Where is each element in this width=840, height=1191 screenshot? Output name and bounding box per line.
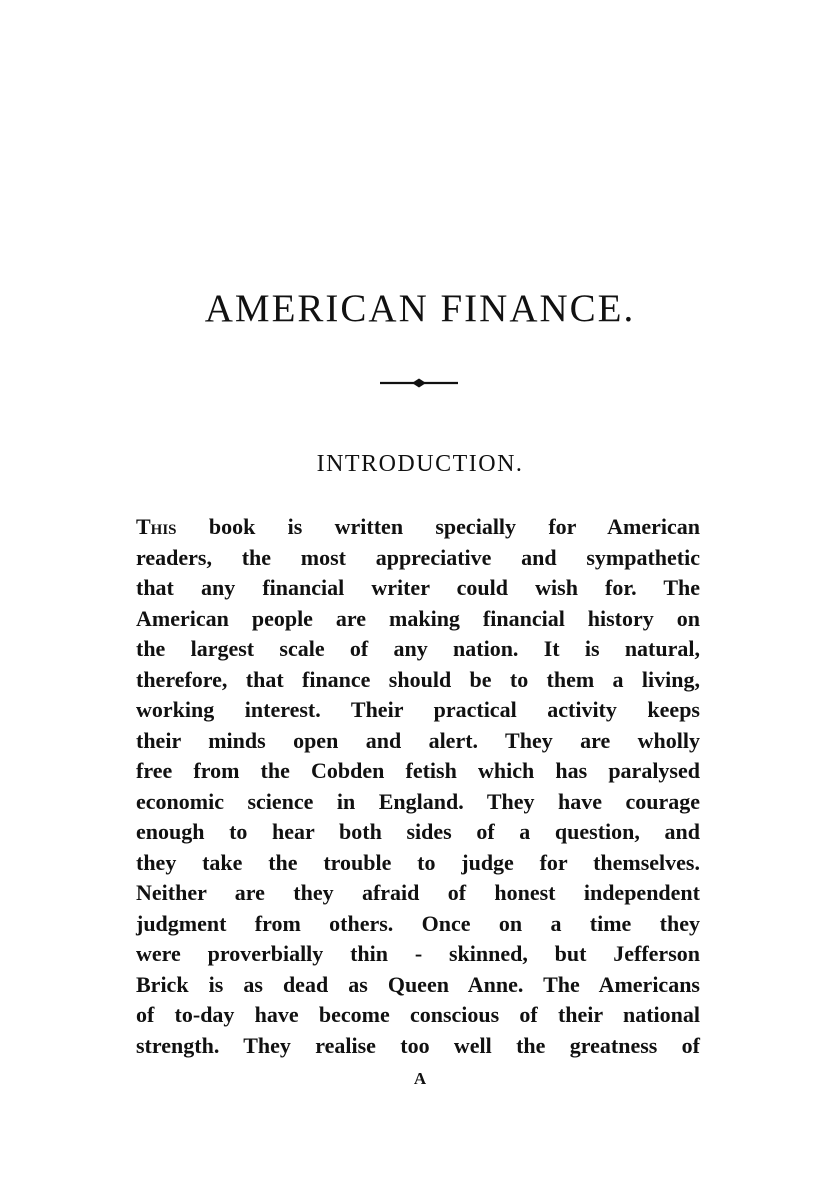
text-line: they take the trouble to judge for themselves. bbox=[136, 849, 700, 875]
text-line: strength. They realise too well the greatness of bbox=[136, 1032, 700, 1058]
text-line bbox=[136, 512, 700, 543]
text-line: enough to hear both sides of a question, and bbox=[136, 819, 700, 844]
signature-mark: A bbox=[413, 1069, 427, 1088]
section-heading: INTRODUCTION. bbox=[316, 451, 524, 477]
text-line: free from the Cobden fetish which has paralysed bbox=[136, 758, 700, 783]
text-line: economic science in England. They have courage bbox=[136, 788, 700, 814]
drop-word: This bbox=[136, 514, 177, 539]
text-line: judgment from others. Once on a time they bbox=[136, 910, 700, 936]
text-line: Neither are they afraid of honest independent bbox=[136, 880, 700, 905]
text-line: the largest scale of any nation. It is natural, bbox=[136, 636, 700, 661]
text-line: were proverbially thin - skinned, but Jefferson bbox=[136, 941, 700, 966]
text-line: of to-day have become conscious of their national bbox=[136, 1002, 700, 1027]
body-paragraph bbox=[136, 512, 700, 1061]
page-title: AMERICAN FINANCE. bbox=[204, 287, 636, 330]
text-line: Brick is as dead as Queen Anne. The Americans bbox=[136, 971, 700, 997]
text-line: therefore, that finance should be to them a living, bbox=[136, 666, 700, 692]
text-line: their minds open and alert. They are wholly bbox=[136, 727, 700, 753]
text-line: American people are making financial history on bbox=[136, 605, 700, 631]
text-line: working interest. Their practical activity keeps bbox=[136, 697, 700, 722]
ornament-divider bbox=[380, 374, 458, 392]
text-line-rest: book is written specially for American bbox=[208, 514, 701, 539]
text-line: that any financial writer could wish for. The bbox=[136, 575, 700, 600]
text-line: readers, the most appreciative and sympathetic bbox=[136, 544, 700, 570]
